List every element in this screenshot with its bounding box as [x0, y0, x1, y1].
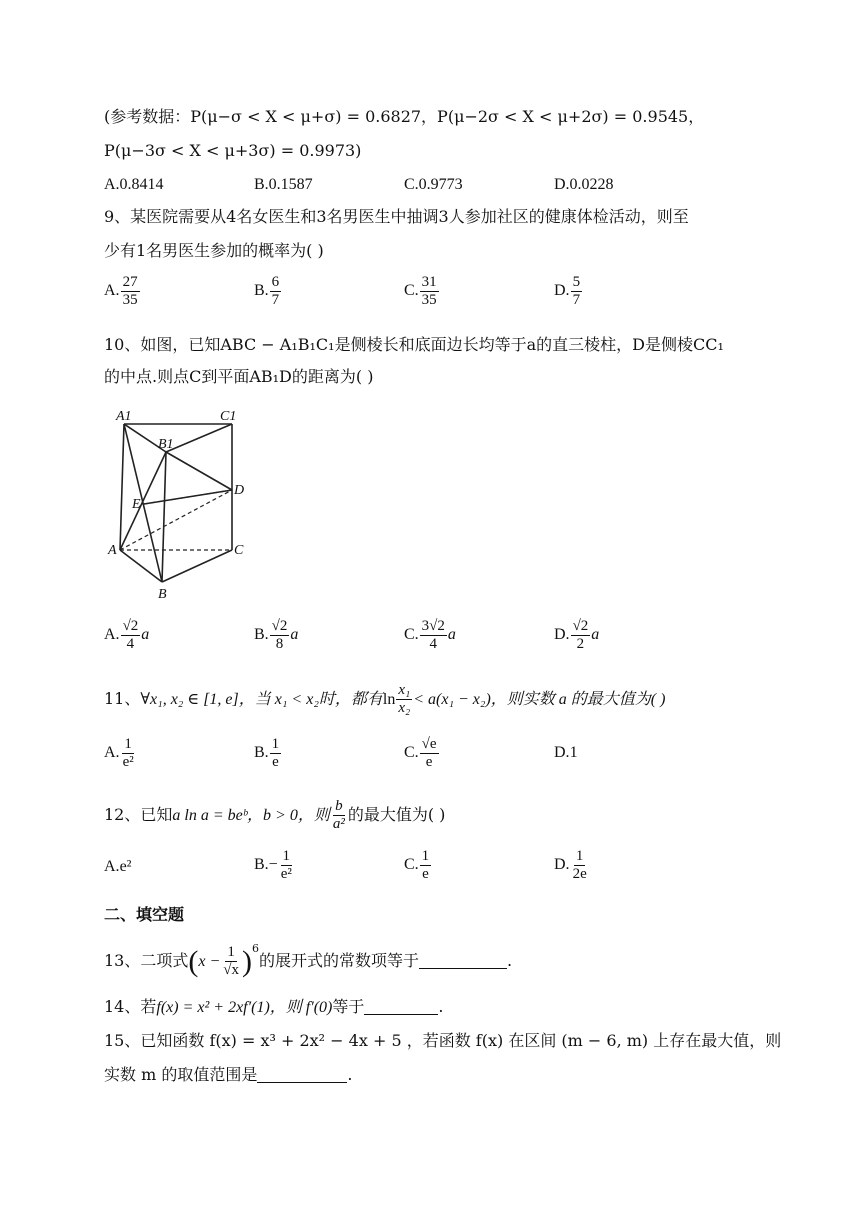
q10-option-d: D. $\frac{√2}{2}$ a	[554, 618, 600, 652]
q12-option-d: D. $\frac{1}{2e}$	[554, 848, 587, 882]
q11-option-b: B. $\frac{1}{e}$	[254, 736, 280, 770]
q8-option-d: D.0.0228	[554, 176, 614, 193]
q10-text-line-1: 10、如图，已知ABC − A₁B₁C₁是侧棱长和底面边长均等于a的直三棱柱，D是侧棱CC₁	[104, 335, 724, 354]
q12-option-c: C. $\frac{1}{e}$	[404, 848, 430, 882]
q11-text: 11、∀x₁, x₂ ∈ [1, e]，当 x₁ < x₂时，都有ln $\frac{\text{x₁}}{\text{x₂}}$ < a(x₁ − x₂)，则实数 a 的最大值为( )	[104, 682, 666, 716]
q14-answer-blank[interactable]	[364, 998, 438, 1015]
label-d: D	[234, 483, 245, 498]
q9-option-c: C. $\frac{31}{35}$	[404, 274, 437, 308]
label-a1: A1	[116, 409, 132, 424]
label-b: B	[158, 587, 167, 600]
label-e: E	[132, 497, 141, 512]
q8-option-c: C.0.9773	[404, 176, 463, 193]
label-a: A	[108, 543, 117, 558]
q8-option-b: B.0.1587	[254, 176, 313, 193]
q10-text-line-2: 的中点.则点C到平面AB₁D的距离为( )	[104, 367, 374, 386]
q9-text-line-1: 9、某医院需要从4名女医生和3名男医生中抽调3人参加社区的健康体检活动，则至	[104, 207, 689, 226]
q9-option-a: A. $\frac{27}{35}$	[104, 274, 138, 308]
label-c: C	[234, 543, 244, 558]
q12-option-b: B.− $\frac{1}{\text{e²}}$	[254, 848, 292, 882]
q10-option-b: B. $\frac{√2}{8}$ a	[254, 618, 299, 652]
label-b1: B1	[158, 437, 174, 452]
q11-option-a: A. $\frac{1}{\text{e²}}$	[104, 736, 134, 770]
q10-option-c: C. $\frac{3√2}{4}$ a	[404, 618, 456, 652]
q9-text-line-2: 少有1名男医生参加的概率为( )	[104, 241, 324, 260]
q13-text: 13、二项式(x − $\frac{1}{√x}$ )$^6$的展开式的常数项等于 .	[104, 942, 513, 978]
q9-option-b: B. $\frac{6}{7}$	[254, 274, 280, 308]
q12-text: 12、已知a ln a = beᵇ，b > 0，则 $\frac{b}{\text{a²}}$ 的最大值为( )	[104, 798, 446, 832]
q15-answer-blank[interactable]	[257, 1066, 347, 1083]
q15-text-line-1: 15、已知函数 f(x) = x³ + 2x² − 4x + 5 ，若函数 f(x) 在区间 (m − 6, m) 上存在最大值，则	[104, 1031, 782, 1050]
q9-option-d: D. $\frac{5}{7}$	[554, 274, 581, 308]
label-c1: C1	[220, 409, 237, 424]
section-heading-fill-blank: 二、填空题	[104, 905, 185, 924]
q11-option-c: C. $\frac{√e}{e}$	[404, 736, 437, 770]
q14-text: 14、若f(x) = x² + 2xf′(1)，则 f′(0)等于 .	[104, 997, 444, 1016]
q10-option-a: A. $\frac{√2}{4}$ a	[104, 618, 150, 652]
q11-option-d: D.1	[554, 744, 578, 761]
q15-text-line-2: 实数 m 的取值范围是 .	[104, 1065, 353, 1084]
reference-data-line-1: (参考数据：P(μ−σ < X < μ+σ) = 0.6827，P(μ−2σ < X < μ+2σ) = 0.9545，	[104, 107, 705, 126]
q8-option-a: A.0.8414	[104, 176, 164, 193]
q13-answer-blank[interactable]	[419, 952, 507, 969]
reference-data-line-2: P(μ−3σ < X < μ+3σ) = 0.9973)	[104, 141, 362, 160]
q12-option-a: A.e²	[104, 858, 132, 875]
prism-diagram	[104, 404, 254, 600]
